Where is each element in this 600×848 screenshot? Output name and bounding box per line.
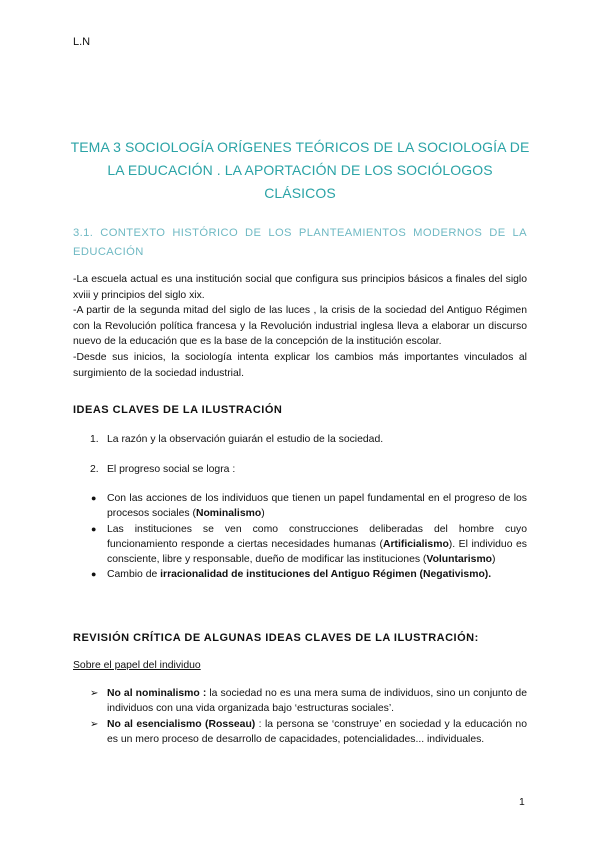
arrow-bold: No al esencialismo (Rosseau) [107, 718, 256, 730]
title-line: TEMA 3 SOCIOLOGÍA ORÍGENES TEÓRICOS DE LA SOCIOLOGÍA DE [70, 139, 530, 155]
list-item [90, 434, 527, 449]
bullet-dot-icon: ● [91, 493, 97, 503]
paragraph: -A partir de la segunda mitad del siglo de las luces , la crisis de la sociedad del Antiguo Régimen con la Revolución política francesa y la Revolución industrial inglesa lleva a elaborar un discurso nuevo de la educación que es la base de la concepción de la institución escolar. [73, 305, 527, 348]
list-item [90, 464, 527, 479]
bullet-text: Con las acciones de los individuos que tienen un papel fundamental en el progreso de los procesos sociales ( [107, 493, 527, 520]
arrow-bold: No al nominalismo : [107, 688, 207, 699]
bullet-list [90, 491, 527, 583]
arrow-bullet-icon: ➢ [90, 688, 99, 699]
arrow-text: : la persona se ‘construye’ en sociedad y la educación no es un mero proceso de desarrollo de capacidades, potencialidades... individuales. [107, 718, 527, 745]
arrow-text: la sociedad no es una mera suma de individuos, sino un conjunto de individuos con una vida organizada bajo ‘estructuras sociales’. [107, 688, 527, 715]
bullet-item [90, 491, 527, 522]
bullet-text: Las instituciones se ven como construcciones deliberadas del hombre cuyo funcionamiento responde a ciertas necesidades humanas ( [107, 523, 527, 550]
bullet-dot-icon: ● [91, 569, 97, 580]
page-number: 1 [519, 797, 525, 808]
bullet-item [90, 522, 527, 568]
paragraph: -La escuela actual es una institución social que configura sus principios básicos a finales del siglo xviii y principios del siglo xix. [73, 274, 527, 301]
intro-paragraphs [73, 272, 527, 381]
bullet-bold: Artificialismo [382, 538, 449, 550]
document-title [60, 136, 540, 205]
title-line: CLÁSICOS [264, 185, 336, 201]
bullet-text: ). El individuo es consciente, libre y responsable, dueño de modificar las instituciones ( [107, 538, 527, 566]
arrow-item [90, 717, 527, 748]
list-text: El progreso social se logra : [107, 464, 236, 475]
arrow-item [90, 686, 527, 717]
bullet-dot-icon: ● [91, 523, 97, 534]
bullet-item [90, 567, 527, 582]
bullet-bold: Nominalismo [195, 508, 262, 520]
bullet-bold: Voluntarismo [426, 554, 493, 566]
ideas-heading: IDEAS CLAVES DE LA ILUSTRACIÓN [73, 404, 283, 416]
arrow-list [90, 686, 527, 747]
numbered-list [90, 434, 527, 479]
list-number: 1. [90, 434, 99, 445]
bullet-text: ) [261, 508, 265, 520]
header-initials: L.N [73, 36, 91, 48]
bullet-bold: irracionalidad de instituciones del Antiguo Régimen (Negativismo). [160, 569, 492, 581]
title-line: LA EDUCACIÓN . LA APORTACIÓN DE LOS SOCIÓLOGOS [107, 162, 493, 178]
list-text: La razón y la observación guiarán el estudio de la sociedad. [107, 434, 384, 445]
arrow-bullet-icon: ➢ [90, 718, 99, 730]
list-number: 2. [90, 464, 99, 475]
section-subtitle: 3.1. CONTEXTO HISTÓRICO DE LOS PLANTEAMIENTOS MODERNOS DE LA EDUCACIÓN [73, 227, 527, 258]
bullet-text: Cambio de [107, 569, 161, 581]
paragraph: -Desde sus inicios, la sociología intenta explicar los cambios más importantes vinculados al surgimiento de la sociedad industrial. [73, 351, 527, 379]
review-heading: REVISIÓN CRÍTICA DE ALGUNAS IDEAS CLAVES DE LA ILUSTRACIÓN: [73, 632, 479, 644]
review-subheading: Sobre el papel del individuo [73, 660, 201, 671]
bullet-text: ) [492, 554, 496, 566]
